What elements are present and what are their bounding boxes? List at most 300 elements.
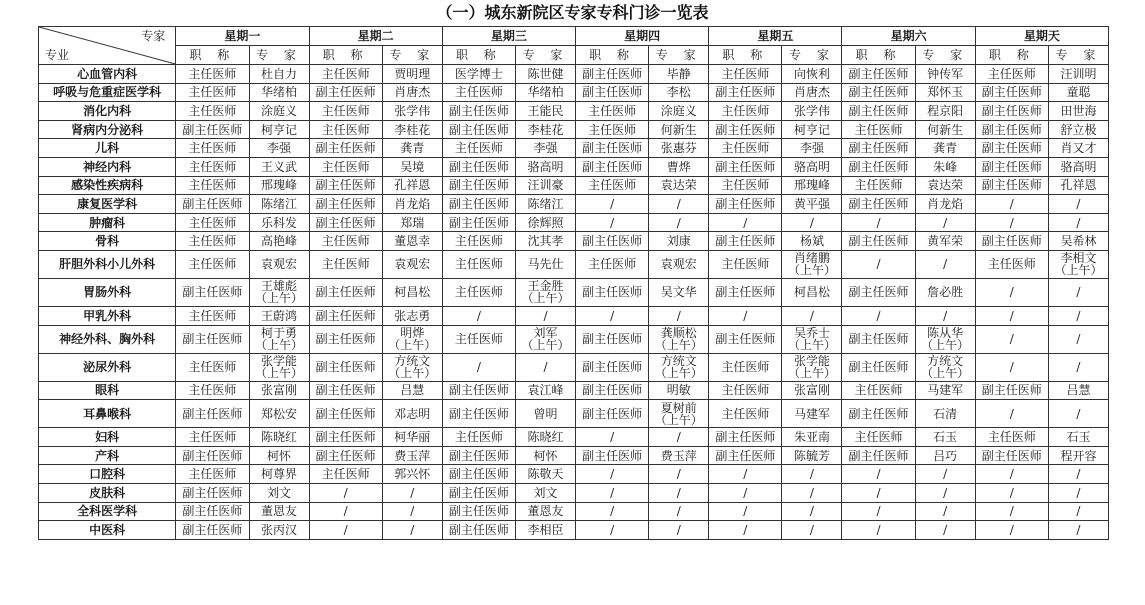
title-cell: 副主任医师 [442,521,515,540]
expert-cell [649,353,709,381]
title-cell: / [842,521,915,540]
title-cell: / [975,195,1048,214]
title-cell: 主任医师 [442,83,515,102]
expert-cell: 邓志明 [382,400,442,428]
table-row [39,353,1109,381]
page-title: （一）城东新院区专家专科门诊一览表 [436,3,709,22]
title-cell: 主任医师 [176,353,249,381]
department-cell: 骨科 [39,232,176,251]
expert-cell: 陈晓红 [249,428,309,447]
table-row [39,465,1109,484]
title-cell: 主任医师 [176,139,249,158]
session-note: （上午） [255,366,304,381]
expert-name: 陈从华 [927,326,964,341]
title-cell: 副主任医师 [975,176,1048,195]
expert-cell: / [1048,483,1108,502]
title-cell: 副主任医师 [309,83,382,102]
title-cell: 主任医师 [709,65,782,84]
title-cell: 主任医师 [975,65,1048,84]
sub-header-title: 职 称 [709,46,782,65]
session-note: （上午） [255,338,304,353]
title-cell: 副主任医师 [442,381,515,400]
expert-cell: 石清 [915,400,975,428]
title-cell: 副主任医师 [575,139,648,158]
title-cell: 主任医师 [975,428,1048,447]
title-cell: 副主任医师 [709,428,782,447]
expert-cell: / [1048,306,1108,325]
expert-cell: 吕巧 [915,446,975,465]
expert-cell: / [782,502,842,521]
expert-cell: 吕慧 [382,381,442,400]
expert-cell: 陈毓芳 [782,446,842,465]
expert-cell: 柯尊界 [249,465,309,484]
expert-cell: 龚青 [382,139,442,158]
title-cell: 主任医师 [176,102,249,121]
expert-cell: 袁观宏 [382,250,442,278]
title-cell: 副主任医师 [442,446,515,465]
title-cell: 副主任医师 [575,157,648,176]
expert-cell: / [649,195,709,214]
title-cell: 主任医师 [842,381,915,400]
department-cell: 中医科 [39,521,176,540]
title-cell: 副主任医师 [709,446,782,465]
title-cell: 副主任医师 [842,325,915,353]
title-cell: 副主任医师 [442,502,515,521]
clinic-schedule-table [38,26,1109,540]
expert-cell: 吕慧 [1048,381,1108,400]
department-cell: 甲乳外科 [39,306,176,325]
title-cell: 副主任医师 [176,483,249,502]
title-cell: / [709,306,782,325]
corner-label-specialty: 专业 [45,48,70,62]
expert-cell: 肖龙焰 [915,195,975,214]
expert-cell: 柯怀 [249,446,309,465]
expert-cell: 陈世健 [515,65,575,84]
expert-cell: 刘文 [249,483,309,502]
expert-cell: 李强 [515,139,575,158]
session-note: （上午） [921,338,970,353]
sub-header-expert: 专 家 [249,46,309,65]
title-cell: 副主任医师 [975,139,1048,158]
title-cell: / [975,278,1048,306]
expert-cell: 董恩幸 [382,232,442,251]
expert-cell: 张富刚 [782,381,842,400]
expert-cell: / [1048,213,1108,232]
expert-cell: / [915,250,975,278]
expert-cell: / [915,502,975,521]
title-cell: / [709,521,782,540]
title-cell: / [975,483,1048,502]
title-cell: / [842,502,915,521]
title-cell: / [842,213,915,232]
sub-header-expert: 专 家 [515,46,575,65]
title-cell: / [842,465,915,484]
expert-cell: / [915,213,975,232]
expert-cell: 李强 [249,139,309,158]
title-cell: / [975,521,1048,540]
title-cell: 副主任医师 [176,400,249,428]
day-header-row [39,27,1109,46]
sub-header-title: 职 称 [442,46,515,65]
title-cell: / [709,213,782,232]
title-cell: 主任医师 [442,139,515,158]
expert-cell: / [782,306,842,325]
title-cell: 副主任医师 [309,306,382,325]
department-cell: 儿科 [39,139,176,158]
day-header: 星期二 [309,27,442,46]
title-cell: / [975,465,1048,484]
session-note: （上午） [388,338,437,353]
expert-cell [649,400,709,428]
title-cell: / [309,483,382,502]
expert-cell: 柯华丽 [382,428,442,447]
expert-cell: / [782,465,842,484]
title-cell: 副主任医师 [176,195,249,214]
session-note: （上午） [921,366,970,381]
title-cell: 副主任医师 [842,446,915,465]
session-note: （上午） [654,412,703,427]
title-cell: 主任医师 [309,465,382,484]
expert-cell [382,325,442,353]
expert-cell: 袁江峰 [515,381,575,400]
expert-cell: 肖唐杰 [782,83,842,102]
expert-cell: 骆高明 [782,157,842,176]
title-cell: 主任医师 [176,65,249,84]
sub-header-expert: 专 家 [649,46,709,65]
title-cell: 副主任医师 [975,157,1048,176]
department-cell: 全科医学科 [39,502,176,521]
expert-cell: / [1048,353,1108,381]
department-cell: 心血管内科 [39,65,176,84]
expert-cell: 向恢利 [782,65,842,84]
expert-cell: 张惠芬 [649,139,709,158]
table-row [39,502,1109,521]
title-cell: / [575,306,648,325]
title-cell: 副主任医师 [842,65,915,84]
title-cell: 副主任医师 [709,120,782,139]
expert-cell: 骆高明 [515,157,575,176]
session-note: （上午） [787,338,836,353]
title-cell: / [842,306,915,325]
title-cell: 副主任医师 [842,102,915,121]
expert-cell: 华绪柏 [515,83,575,102]
title-cell: 副主任医师 [575,446,648,465]
expert-cell [782,325,842,353]
expert-cell: 郭兴怀 [382,465,442,484]
sub-header-title: 职 称 [975,46,1048,65]
expert-cell: 柯昌松 [382,278,442,306]
expert-cell: 肖唐杰 [382,83,442,102]
expert-cell: 杨斌 [782,232,842,251]
title-cell: 副主任医师 [709,83,782,102]
expert-cell: 何新生 [915,120,975,139]
title-cell: 主任医师 [176,465,249,484]
department-cell: 肝胆外科小儿外科 [39,250,176,278]
title-cell: 副主任医师 [176,521,249,540]
expert-name: 李相文 [1060,251,1097,266]
title-cell: / [575,483,648,502]
title-cell: 副主任医师 [176,446,249,465]
session-note: （上午） [388,366,437,381]
sub-header-expert: 专 家 [782,46,842,65]
expert-cell: 张学伟 [382,102,442,121]
table-row [39,102,1109,121]
title-cell: 主任医师 [709,400,782,428]
title-cell: 副主任医师 [176,502,249,521]
expert-name: 王雄彪 [261,279,298,294]
department-cell: 感染性疾病科 [39,176,176,195]
expert-cell: 孔祥恩 [1048,176,1108,195]
expert-cell [382,353,442,381]
table-row [39,250,1109,278]
title-cell: 副主任医师 [442,195,515,214]
expert-cell: 李相臣 [515,521,575,540]
title-cell: 副主任医师 [309,381,382,400]
expert-cell: 柯亨记 [249,120,309,139]
sub-header-expert: 专 家 [382,46,442,65]
expert-cell: 董恩友 [249,502,309,521]
title-cell: 副主任医师 [176,120,249,139]
table-row [39,428,1109,447]
expert-cell: 肖龙焰 [382,195,442,214]
department-cell: 耳鼻喉科 [39,400,176,428]
department-cell: 泌尿外科 [39,353,176,381]
session-note: （上午） [787,366,836,381]
title-cell: 主任医师 [176,176,249,195]
title-cell: 主任医师 [842,176,915,195]
title-cell: 主任医师 [442,278,515,306]
expert-cell [1048,250,1108,278]
expert-cell: / [382,502,442,521]
expert-cell: 孔祥恩 [382,176,442,195]
title-cell: 主任医师 [176,428,249,447]
expert-name: 柯于勇 [261,326,298,341]
expert-name: 王金胜 [527,279,564,294]
expert-cell: / [382,521,442,540]
expert-cell [915,353,975,381]
expert-cell: 肖又才 [1048,139,1108,158]
sub-header-expert: 专 家 [1048,46,1108,65]
title-cell: 副主任医师 [575,381,648,400]
expert-cell: 曹烨 [649,157,709,176]
expert-cell: 朱亚南 [782,428,842,447]
session-note: （上午） [654,338,703,353]
expert-cell: / [649,483,709,502]
department-cell: 产科 [39,446,176,465]
expert-cell: 郑瑞 [382,213,442,232]
expert-cell [515,325,575,353]
title-cell: 主任医师 [176,306,249,325]
expert-cell: 乐科发 [249,213,309,232]
table-row [39,83,1109,102]
table-row [39,278,1109,306]
expert-cell: 刘康 [649,232,709,251]
title-cell: 副主任医师 [975,102,1048,121]
expert-cell: 郑怀玉 [915,83,975,102]
expert-cell: 龚青 [915,139,975,158]
expert-cell: / [515,306,575,325]
expert-cell [249,325,309,353]
expert-cell: / [1048,465,1108,484]
title-cell: / [709,502,782,521]
title-cell: 主任医师 [309,250,382,278]
title-cell: 主任医师 [309,65,382,84]
title-cell: 副主任医师 [975,232,1048,251]
title-cell: 副主任医师 [709,232,782,251]
title-cell: 副主任医师 [842,400,915,428]
expert-cell: 邢瑰峰 [782,176,842,195]
department-cell: 神经外科、胸外科 [39,325,176,353]
title-cell: 主任医师 [575,120,648,139]
title-cell: 副主任医师 [575,65,648,84]
title-cell: 主任医师 [709,381,782,400]
title-cell: / [842,250,915,278]
title-cell: 副主任医师 [975,446,1048,465]
expert-cell: 柯怀 [515,446,575,465]
title-cell: / [442,353,515,381]
expert-cell: 吴文华 [649,278,709,306]
title-cell: 副主任医师 [709,278,782,306]
title-cell: 主任医师 [709,250,782,278]
expert-cell: / [649,213,709,232]
title-cell: 副主任医师 [709,157,782,176]
title-cell: 主任医师 [309,157,382,176]
sub-header-expert: 专 家 [915,46,975,65]
expert-cell: 高艳峰 [249,232,309,251]
title-cell: 主任医师 [176,232,249,251]
expert-cell: 石玉 [1048,428,1108,447]
title-cell: / [842,483,915,502]
expert-name: 明烨 [400,326,425,341]
table-row [39,381,1109,400]
department-cell: 肿瘤科 [39,213,176,232]
title-cell: 主任医师 [709,353,782,381]
title-cell: / [575,428,648,447]
title-cell: 主任医师 [176,157,249,176]
title-cell: 副主任医师 [442,213,515,232]
expert-cell: 袁观宏 [249,250,309,278]
title-cell: 副主任医师 [442,465,515,484]
table-row [39,483,1109,502]
title-cell: 副主任医师 [842,157,915,176]
title-cell: 主任医师 [176,250,249,278]
title-cell: 副主任医师 [309,325,382,353]
title-cell: / [975,306,1048,325]
title-cell: 主任医师 [842,428,915,447]
expert-cell: 马建军 [915,381,975,400]
expert-cell: / [649,306,709,325]
expert-cell: 王能民 [515,102,575,121]
expert-cell: 涂庭义 [649,102,709,121]
title-cell: 副主任医师 [309,278,382,306]
session-note: （上午） [255,291,304,306]
expert-cell: 马建军 [782,400,842,428]
day-header: 星期天 [975,27,1108,46]
title-cell: 主任医师 [709,102,782,121]
expert-cell: 马先仕 [515,250,575,278]
expert-cell: / [649,428,709,447]
table-row [39,400,1109,428]
expert-cell: 朱峰 [915,157,975,176]
expert-cell: 陈晓红 [515,428,575,447]
expert-cell: 张丙汉 [249,521,309,540]
expert-cell: 陈敬天 [515,465,575,484]
day-header: 星期一 [176,27,309,46]
table-row [39,213,1109,232]
table-row [39,65,1109,84]
department-cell: 胃肠外科 [39,278,176,306]
department-cell: 康复医学科 [39,195,176,214]
sub-header-title: 职 称 [842,46,915,65]
title-cell: / [975,502,1048,521]
expert-cell [249,353,309,381]
expert-cell: 明敏 [649,381,709,400]
sub-header-row [39,46,1109,65]
day-header: 星期三 [442,27,575,46]
expert-cell [915,325,975,353]
expert-cell: / [515,353,575,381]
day-header: 星期五 [709,27,842,46]
expert-name: 刘军 [533,326,558,341]
title-cell: 副主任医师 [442,400,515,428]
title-cell: 副主任医师 [575,83,648,102]
expert-cell: 陈绪江 [249,195,309,214]
title-cell: 副主任医师 [176,325,249,353]
expert-cell: 吴境 [382,157,442,176]
expert-cell: / [1048,325,1108,353]
sub-header-title: 职 称 [309,46,382,65]
title-cell: 副主任医师 [575,325,648,353]
table-row [39,176,1109,195]
title-cell: 主任医师 [442,428,515,447]
expert-cell: 毕静 [649,65,709,84]
expert-name: 方统文 [927,354,964,369]
sub-header-title: 职 称 [176,46,249,65]
department-cell: 眼科 [39,381,176,400]
expert-cell: 袁达荣 [915,176,975,195]
title-cell: 副主任医师 [442,120,515,139]
table-row [39,120,1109,139]
title-cell: 主任医师 [575,250,648,278]
sub-header-title: 职 称 [575,46,648,65]
table-row [39,446,1109,465]
title-cell: 副主任医师 [842,278,915,306]
session-note: （上午） [521,338,570,353]
expert-cell: 吴希林 [1048,232,1108,251]
title-cell: / [975,213,1048,232]
title-cell: 副主任医师 [309,195,382,214]
title-cell: 副主任医师 [975,120,1048,139]
expert-cell: / [649,465,709,484]
expert-name: 夏树前 [660,400,697,415]
expert-name: 张学能 [261,354,298,369]
title-cell: / [575,213,648,232]
title-cell: 主任医师 [309,120,382,139]
title-cell: 副主任医师 [309,139,382,158]
title-cell: 主任医师 [842,120,915,139]
department-cell: 呼吸与危重症医学科 [39,83,176,102]
expert-cell: 邢瑰峰 [249,176,309,195]
title-cell: 副主任医师 [309,400,382,428]
title-cell: 主任医师 [309,232,382,251]
title-cell: 副主任医师 [842,139,915,158]
expert-cell: / [915,465,975,484]
expert-cell: 李强 [782,139,842,158]
session-note: （上午） [1054,263,1103,278]
expert-cell: 舒立极 [1048,120,1108,139]
table-row [39,157,1109,176]
department-cell: 妇科 [39,428,176,447]
